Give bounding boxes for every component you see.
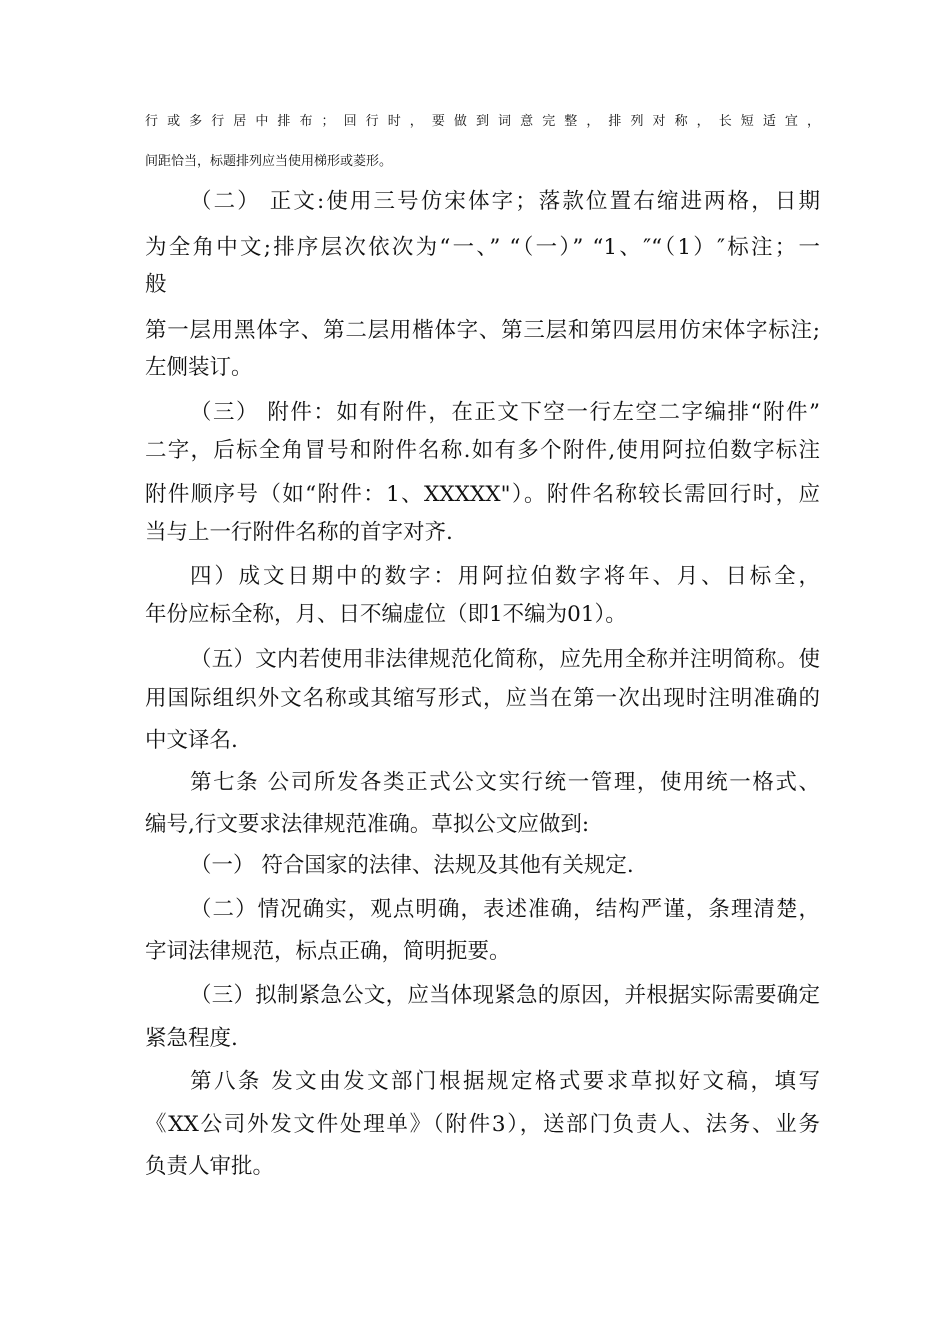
text-line: 字词法律规范，标点正确，简明扼要。 [145, 939, 511, 964]
text-line: 年份应标全称，月、日不编虚位（即1不编为01）。 [145, 602, 627, 627]
text-line: 第七条 公司所发各类正式公文实行统一管理，使用统一格式、 [190, 770, 820, 795]
text-line: 紧急程度. [145, 1026, 238, 1051]
text-line: 负责人审批。 [145, 1154, 275, 1179]
text-line: 第一层用黑体字、第二层用楷体字、第三层和第四层用仿宋体字标注; [145, 318, 820, 343]
text-line: （三）拟制紧急公文，应当体现紧急的原因，并根据实际需要确定 [190, 983, 820, 1008]
text-line: 间距恰当，标题排列应当使用梯形或菱形。 [145, 154, 393, 169]
text-line: 第八条 发文由发文部门根据规定格式要求草拟好文稿，填写 [190, 1069, 820, 1094]
text-line: 为全角中文;排序层次依次为“一、” “（一）” “1、″“（1）″标注；一 [145, 235, 820, 260]
text-line: 二字，后标全角冒号和附件名称.如有多个附件,使用阿拉伯数字标注 [145, 438, 820, 463]
text-line: （二） 正文:使用三号仿宋体字；落款位置右缩进两格，日期 [190, 189, 820, 214]
text-line: 左侧装订。 [145, 355, 253, 380]
text-line: （二）情况确实，观点明确，表述准确，结构严谨，条理清楚， [190, 897, 820, 922]
text-line: 四）成文日期中的数字：用阿拉伯数字将年、月、日标全， [190, 564, 820, 589]
text-line: （一） 符合国家的法律、法规及其他有关规定. [190, 853, 634, 878]
text-line: 附件顺序号（如“附件：1、XXXXX"）。附件名称较长需回行时，应 [145, 482, 820, 507]
text-line: 中文译名. [145, 728, 238, 753]
text-line: 般 [145, 272, 167, 297]
text-line: 用国际组织外文名称或其缩写形式，应当在第一次出现时注明准确的 [145, 686, 820, 711]
text-line: 行或多行居中排布；回行时，要做到词意完整，排列对称，长短适宜， [145, 114, 820, 129]
text-line: （三） 附件：如有附件，在正文下空一行左空二字编排“附件” [190, 400, 820, 425]
text-line: 《XX公司外发文件处理单》（附件3），送部门负责人、法务、业务 [145, 1112, 820, 1137]
text-line: （五）文内若使用非法律规范化简称，应先用全称并注明简称。使 [190, 647, 820, 672]
text-line: 编号,行文要求法律规范准确。草拟公文应做到: [145, 812, 590, 837]
text-line: 当与上一行附件名称的首字对齐. [145, 520, 453, 545]
